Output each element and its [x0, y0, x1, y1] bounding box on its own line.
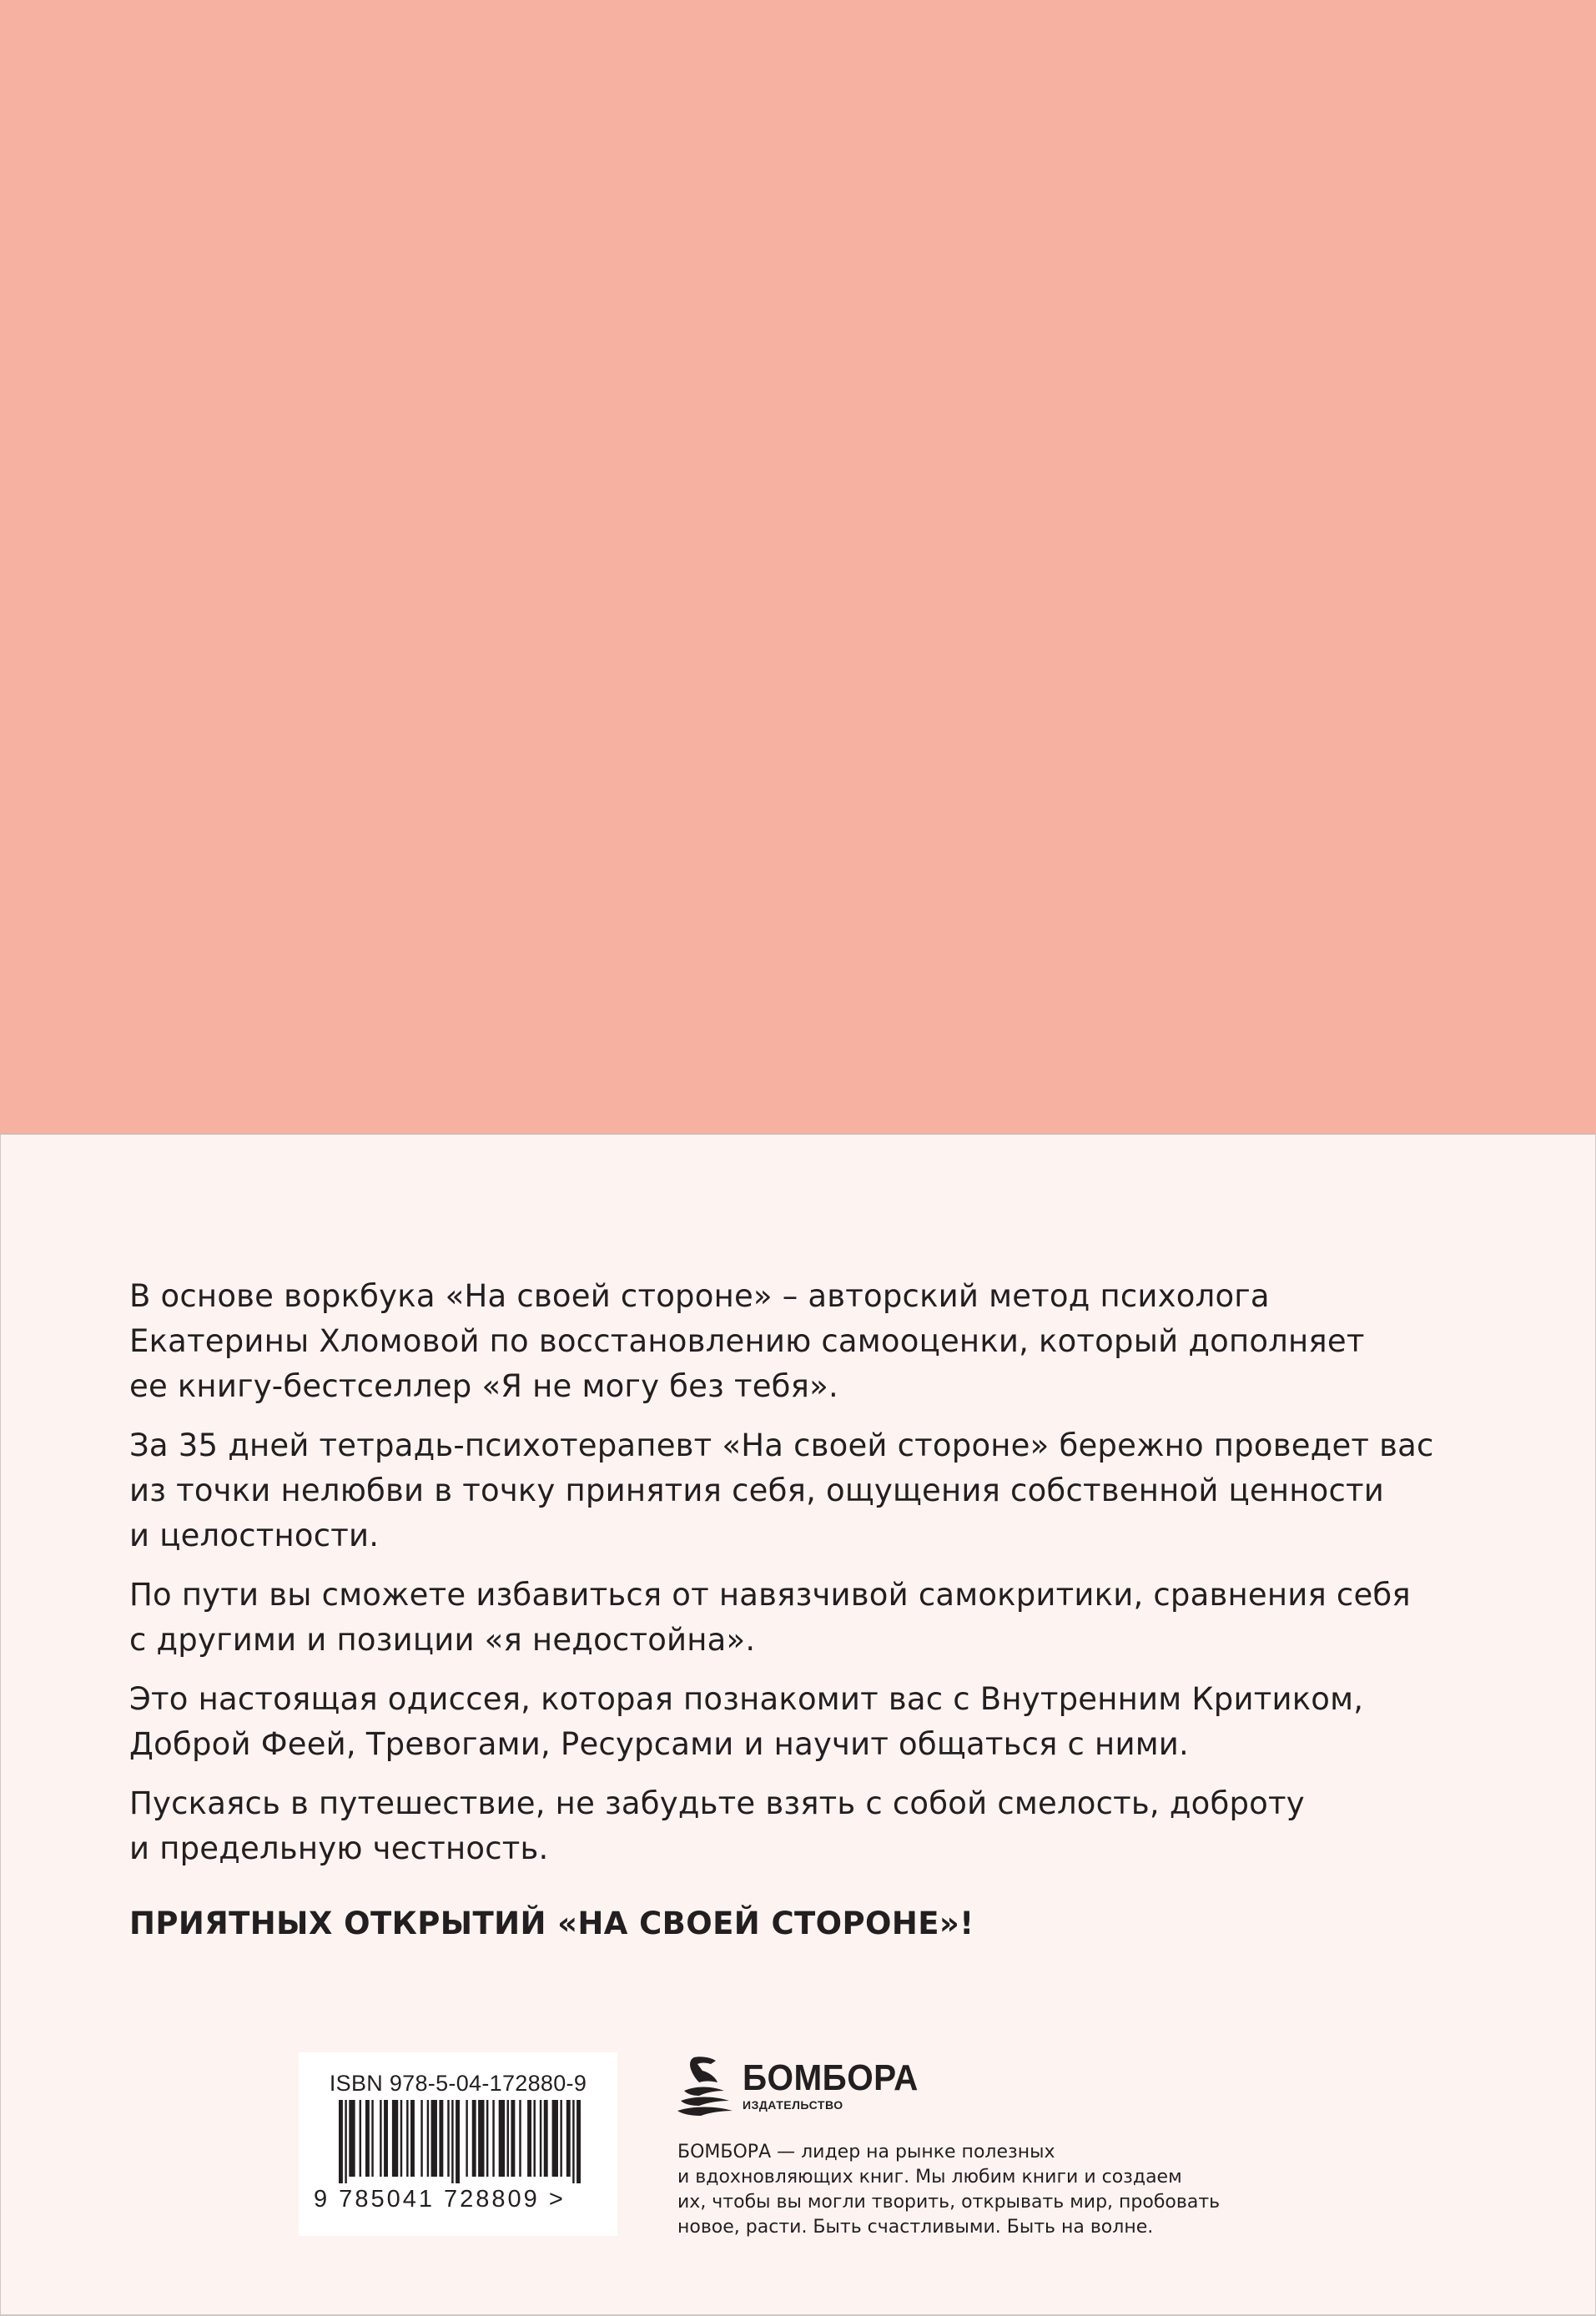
description-paragraph-2: [129, 1423, 1481, 1558]
barcode-icon: [339, 2100, 581, 2183]
closing-slogan: ПРИЯТНЫХ ОТКРЫТИЙ «НА СВОЕЙ СТОРОНЕ»!: [129, 1906, 974, 1941]
description-line: Екатерины Хломовой по восстановлению самооценки, который дополняет: [129, 1323, 1365, 1359]
description-line: ее книгу-бестселлер «Я не могу без тебя».: [129, 1368, 838, 1404]
description-line: За 35 дней тетрадь-психотерапевт «На своей стороне» бережно проведет вас: [129, 1427, 1434, 1463]
description-paragraph-5: [129, 1781, 1481, 1871]
description-line: Пускаясь в путешествие, не забудьте взять с собой смелость, доброту: [129, 1785, 1305, 1821]
description-line: По пути вы сможете избавиться от навязчивой самокритики, сравнения себя: [129, 1577, 1411, 1613]
barcode-digits: 9 785041 728809 >: [314, 2186, 566, 2213]
description-line: В основе воркбука «На своей стороне» – авторский метод психолога: [129, 1278, 1270, 1314]
isbn-barcode-block: [299, 2052, 617, 2236]
description-line: из точки нелюбви в точку принятия себя, ощущения собственной ценности: [129, 1473, 1385, 1508]
isbn-label: ISBN 978-5-04-172880-9: [329, 2071, 587, 2096]
description-line: и целостности.: [129, 1518, 380, 1553]
cover-color-panel: [0, 0, 1596, 1135]
tagline-line: и вдохновляющих книг. Мы любим книги и создаем: [677, 2167, 1182, 2188]
description-paragraph-3: [129, 1573, 1481, 1663]
publisher-tagline: [677, 2140, 1261, 2240]
publisher-logo: [677, 2048, 1261, 2123]
publisher-block: [677, 2048, 1261, 2240]
tagline-line: их, чтобы вы могли творить, открывать мир, пробовать: [677, 2192, 1221, 2213]
bombora-wave-icon: [677, 2052, 734, 2119]
description-line: Это настоящая одиссея, которая познакомит вас с Внутренним Критиком,: [129, 1681, 1364, 1717]
description-line: и предельную честность.: [129, 1830, 549, 1866]
publisher-logo-subtitle: ИЗДАТЕЛЬСТВО: [743, 2098, 843, 2112]
description-line: с другими и позиции «я недостойна».: [129, 1622, 756, 1658]
description-paragraph-4: [129, 1677, 1481, 1767]
tagline-line: БОМБОРА — лидер на рынке полезных: [677, 2142, 1055, 2162]
description-paragraph-1: [129, 1274, 1481, 1409]
publisher-logo-name: БОМБОРА: [743, 2057, 919, 2098]
description-line: Доброй Феей, Тревогами, Ресурсами и научит общаться с ними.: [129, 1726, 1190, 1762]
book-description: [129, 1274, 1481, 1961]
tagline-line: новое, расти. Быть счастливыми. Быть на волне.: [677, 2217, 1154, 2238]
